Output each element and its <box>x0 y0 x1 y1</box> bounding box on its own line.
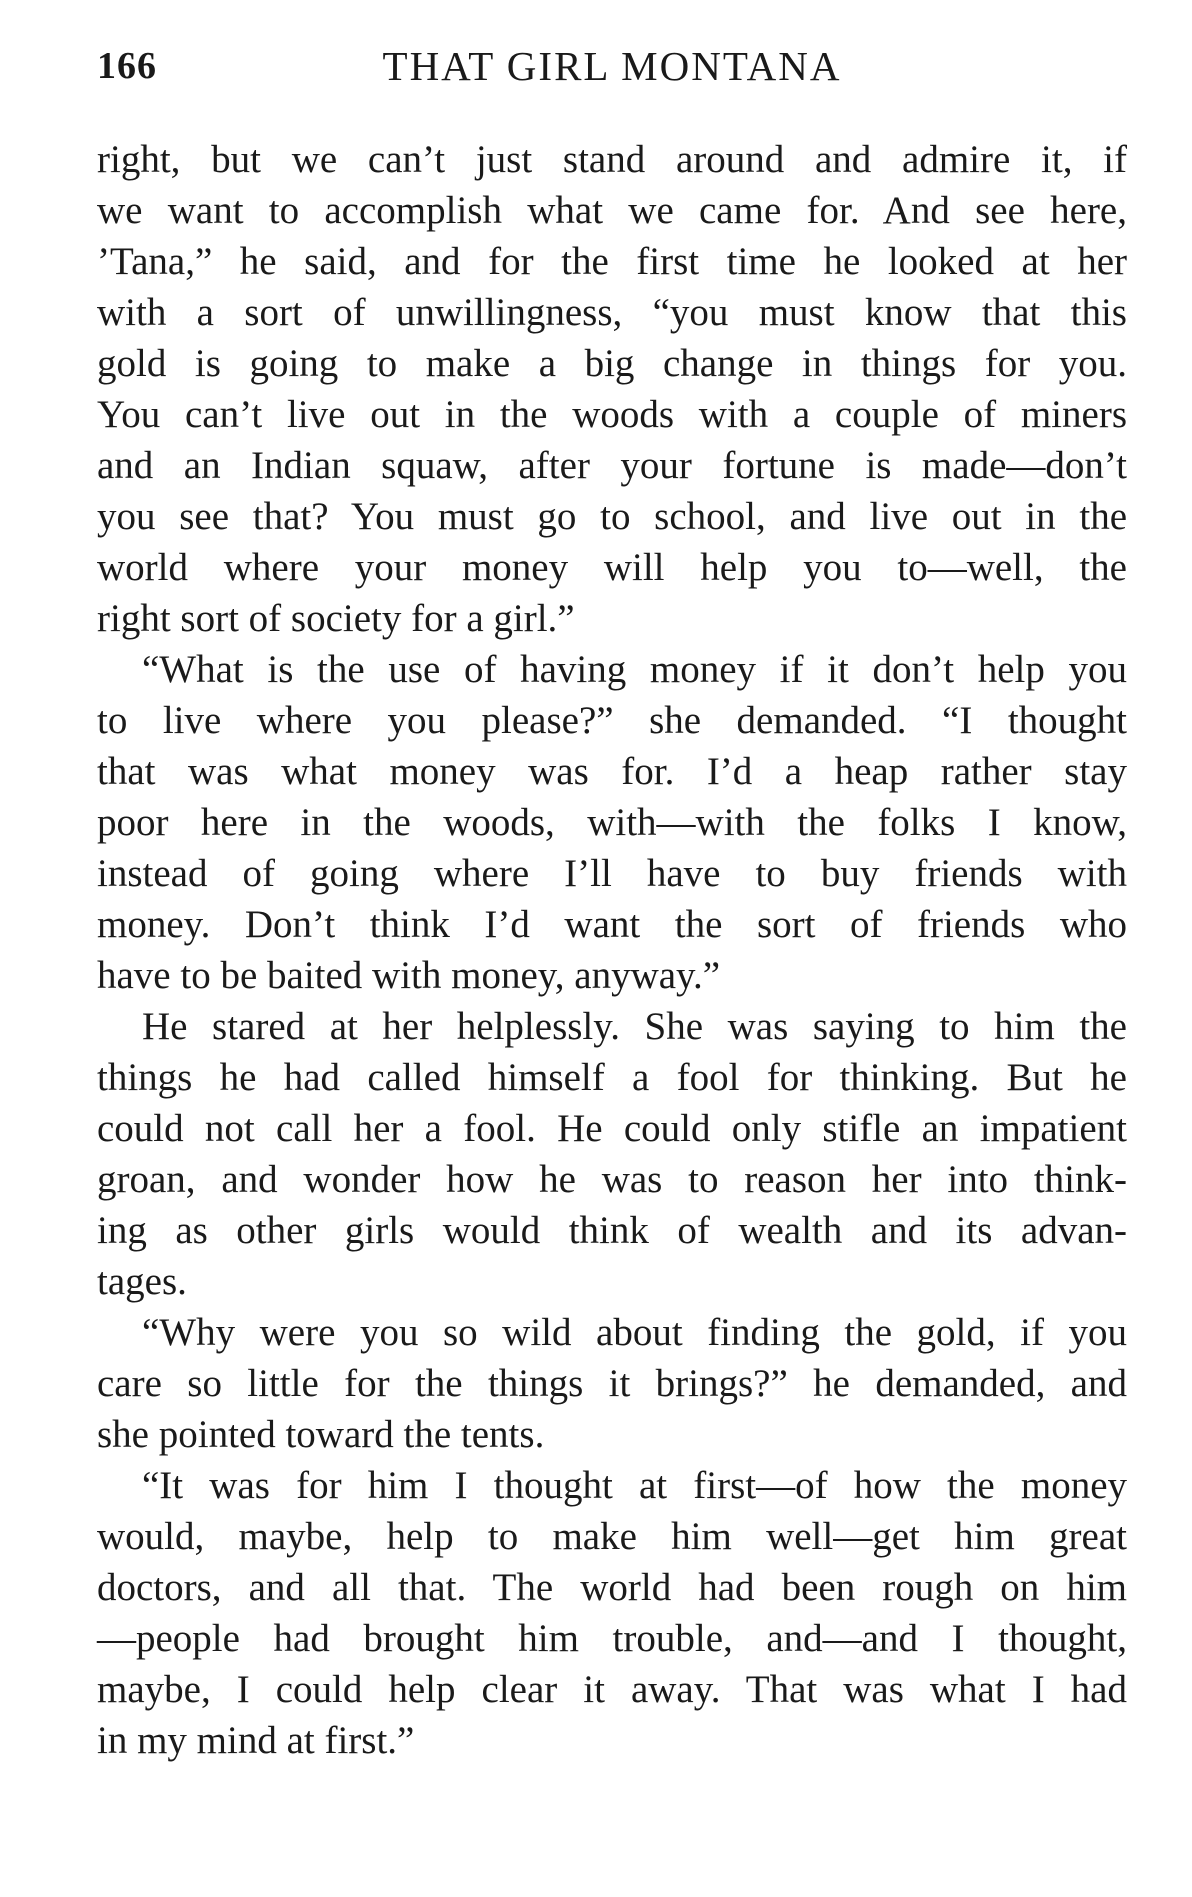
text-line: we want to accomplish what we came for. And see here, <box>97 189 1127 232</box>
text-line: things he had called himself a fool for thinking. But he <box>97 1056 1127 1099</box>
text-line: you see that? You must go to school, and live out in the <box>97 495 1127 538</box>
text-line: You can’t live out in the woods with a couple of miners <box>97 393 1127 436</box>
text-line: in my mind at first.” <box>97 1719 415 1762</box>
text-line: world where your money will help you to—well, the <box>97 546 1127 589</box>
text-line: tages. <box>97 1260 187 1303</box>
text-line: ing as other girls would think of wealth and its advan- <box>97 1209 1127 1252</box>
text-line: right sort of society for a girl.” <box>97 597 575 640</box>
running-title: THAT GIRL MONTANA <box>382 43 842 89</box>
text-line: would, maybe, help to make him well—get him great <box>97 1515 1127 1558</box>
text-line: that was what money was for. I’d a heap rather stay <box>97 750 1127 793</box>
body-text <box>97 134 1127 1766</box>
text-line: “Why were you so wild about finding the gold, if you <box>142 1311 1127 1354</box>
running-head <box>97 36 1127 96</box>
text-line: —people had brought him trouble, and—and I thought, <box>97 1617 1127 1660</box>
text-line: groan, and wonder how he was to reason her into think- <box>97 1158 1127 1201</box>
text-line: care so little for the things it brings?” he demanded, and <box>97 1362 1127 1405</box>
text-line: and an Indian squaw, after your fortune is made—don’t <box>97 444 1127 487</box>
page-number: 166 <box>97 45 157 87</box>
text-line: “What is the use of having money if it don’t help you <box>142 648 1127 691</box>
text-line: she pointed toward the tents. <box>97 1413 545 1456</box>
text-line: poor here in the woods, with—with the folks I know, <box>97 801 1127 844</box>
text-line: could not call her a fool. He could only stifle an impatient <box>97 1107 1127 1150</box>
text-line: “It was for him I thought at first—of how the money <box>142 1464 1127 1507</box>
text-line: He stared at her helplessly. She was saying to him the <box>142 1005 1127 1048</box>
text-line: instead of going where I’ll have to buy friends with <box>97 852 1127 895</box>
text-line: doctors, and all that. The world had been rough on him <box>97 1566 1127 1609</box>
text-line: with a sort of unwillingness, “you must know that this <box>97 291 1127 334</box>
text-line: right, but we can’t just stand around and admire it, if <box>97 138 1127 181</box>
text-line: gold is going to make a big change in things for you. <box>97 342 1127 385</box>
text-line: maybe, I could help clear it away. That was what I had <box>97 1668 1127 1711</box>
text-line: ’Tana,” he said, and for the first time he looked at her <box>97 240 1127 283</box>
text-line: have to be baited with money, anyway.” <box>97 954 721 997</box>
text-line: to live where you please?” she demanded. “I thought <box>97 699 1127 742</box>
text-line: money. Don’t think I’d want the sort of friends who <box>97 903 1127 946</box>
